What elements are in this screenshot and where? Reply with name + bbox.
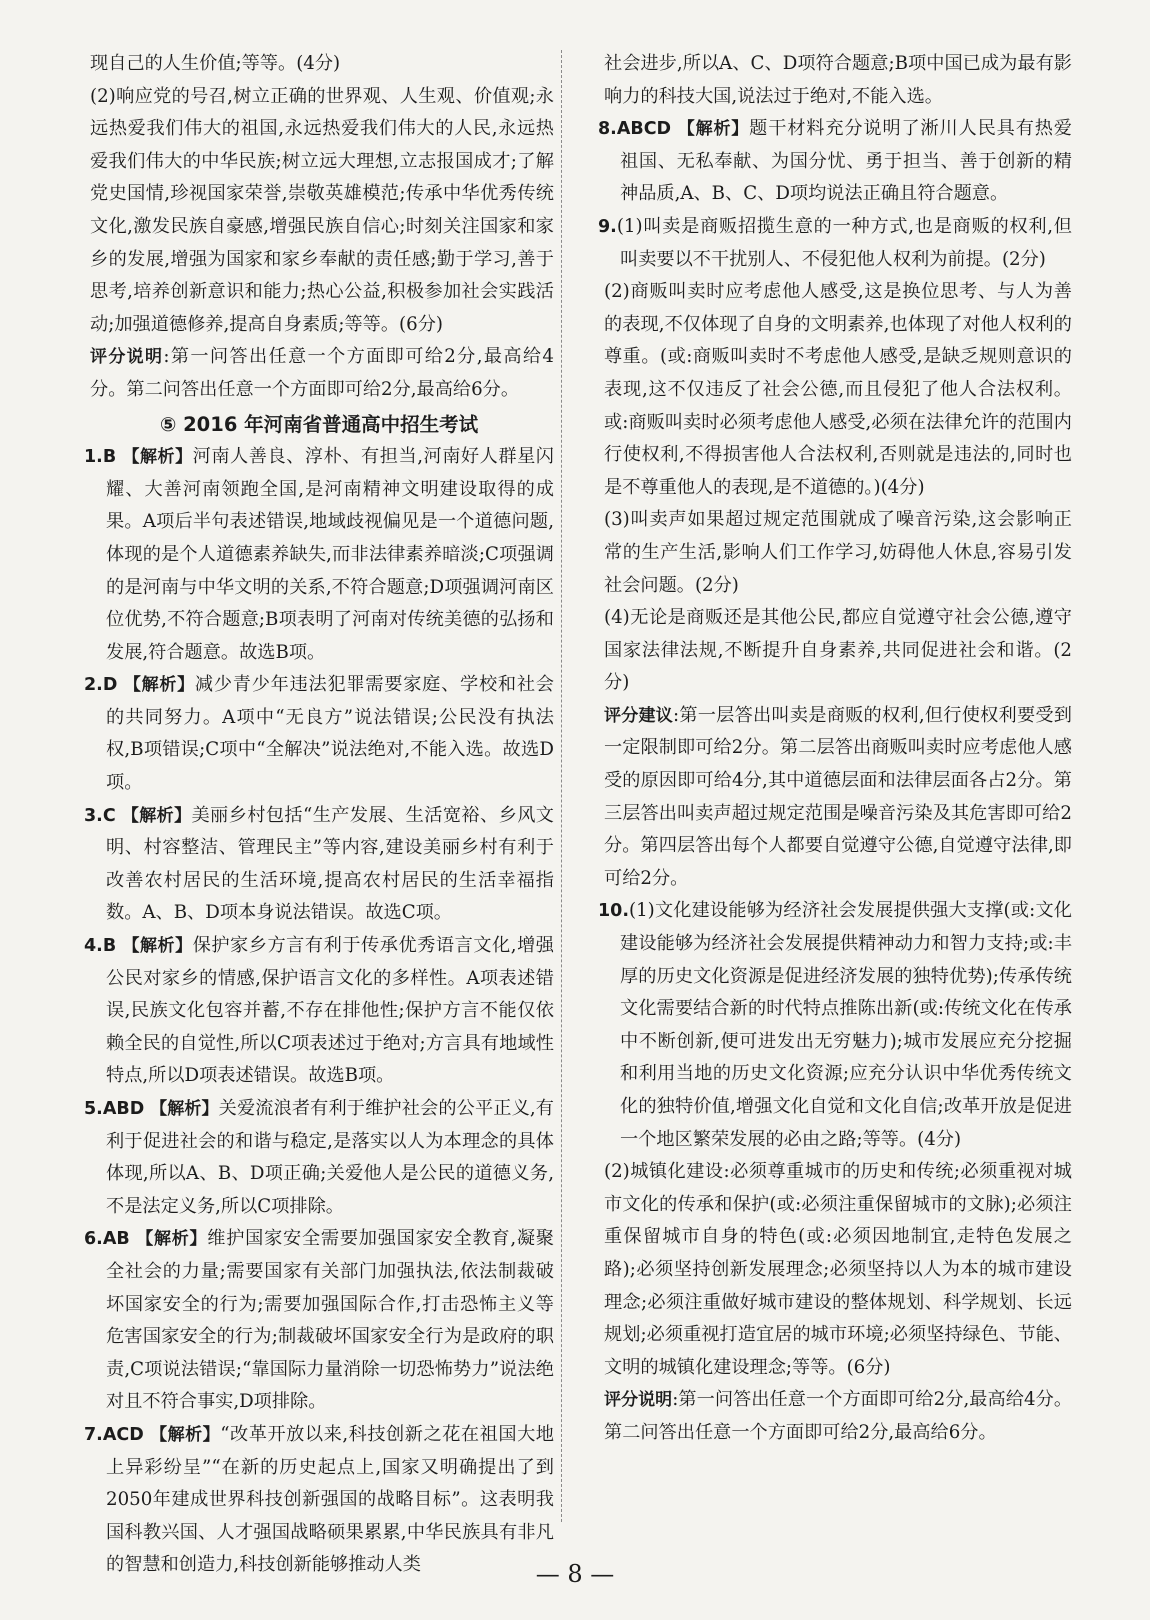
analysis-text: 美丽乡村包括“生产发展、生活宽裕、乡风文明、村容整洁、管理民主”等内容,建设美丽乡村有利于改善农村居民的生活环境,提高农村居民的生活幸福指数。A、B、D项本身说法错误。故选C项。 [106,804,554,924]
item9-part-2: (2)商贩叫卖时应考虑他人感受,这是换位思考、与人为善的表现,不仅体现了自身的文明素养,也体现了对他人权利的尊重。(或:商贩叫卖时不考虑他人感受,是缺乏规则意识的表现,这不仅违反了社会公德,而且侵犯了他人合法权利。或:商贩叫卖时必须考虑他人感受,必须在法律允许的范围内行使权利,不得损害他人合法权利,否则就是违法的,同时也是不尊重他人的表现,是不道德的。)(4分) [604,281,1072,498]
scoring-suggestion-text: :第一层答出叫卖是商贩的权利,但行使权利要受到一定限制即可给2分。第二层答出商贩叫卖时应考虑他人感受的原因即可给4分,其中道德层面和法律层面各占2分。第三层答出叫卖声超过规定范围是噪音污染及其危害即可给2分。第四层答出每个人都要自觉遵守公德,自觉遵守法律,即可给2分。 [604,704,1072,889]
answer-item-3 [84,800,554,930]
right-column [598,48,1072,1450]
item-number: 1. [84,447,103,468]
answer-item-4 [84,930,554,1093]
scoring-note [598,1384,1072,1449]
left-column [84,48,554,1582]
item10-part-2: (2)城镇化建设:必须尊重城市的历史和传统;必须重视对城市文化的传承和保护(或:必须注重保留城市的文脉);必须注重保留城市自身的特色(或:必须因地制宜,走特色发展之路);必须坚持创新发展理念;必须坚持以人为本的城市建设理念;必须注重做好城市建设的整体规划、科学规划、长远规划;必须重视打造宜居的城市环境;必须坚持绿色、节能、文明的城镇化建设理念;等等。(6分) [604,1161,1072,1378]
analysis-text: 河南人善良、淳朴、有担当,河南好人群星闪耀、大善河南领跑全国,是河南精神文明建设取得的成果。A项后半句表述错误,地域歧视偏见是一个道德问题,体现的是个人道德素养缺失,而非法律素养暗淡;C项强调的是河南与中华文明的关系,不符合题意;D项强调河南区位优势,不符合题意;B项表明了河南对传统美德的弘扬和发展,符合题意。故选B项。 [106,446,554,663]
answer-continuation: 社会进步,所以A、C、D项符合题意;B项中国已成为最有影响力的科技大国,说法过于绝对,不能入选。 [604,53,1072,107]
analysis-text: 维护国家安全需要加强国家安全教育,凝聚全社会的力量;需要国家有关部门加强执法,依法制裁破坏国家安全的行为;需要加强国际合作,打击恐怖主义等危害国家安全的行为;制裁破坏国家安全行为是政府的职责,C项说法错误;“靠国际力量消除一切恐怖势力”说法绝对且不符合事实,D项排除。 [106,1228,554,1413]
item-number: 8. [598,119,617,140]
item9-part-4: (4)无论是商贩还是其他公民,都应自觉遵守社会公德,遵守国家法律法规,不断提升自身素养,共同促进社会和谐。(2分) [604,607,1072,694]
scoring-note-text: :第一问答出任意一个方面即可给2分,最高给4分。第二问答出任意一个方面即可给2分,最高给6分。 [604,1389,1073,1443]
scoring-suggestion [598,700,1072,896]
analysis-text: 减少青少年违法犯罪需要家庭、学校和社会的共同努力。A项中“无良方”说法错误;公民没有执法权,B项错误;C项中“全解决”说法绝对,不能入选。故选D项。 [106,674,554,794]
item9-part-1: (1)叫卖是商贩招揽生意的一种方式,也是商贩的权利,但叫卖要以不干扰别人、不侵犯他人权利为前提。(2分) [616,215,1072,270]
analysis-text: 关爱流浪者有利于维护社会的公平正义,有利于促进社会的和谐与稳定,是落实以人为本理念的具体体现,所以A、B、D项正确;关爱他人是公民的道德义务,不是法定义务,所以C项排除。 [106,1098,554,1217]
answer-list [84,441,554,1582]
answer-item-9 [598,211,1072,276]
analysis-tag: 【解析】 [122,447,193,468]
scoring-note-label: 评分说明 [90,347,164,368]
item-answer: D [102,675,118,696]
analysis-tag: 【解析】 [150,1099,219,1119]
answer-item-10 [598,895,1072,1156]
analysis-tag: 【解析】 [122,936,193,957]
item-answer: AB [102,1229,130,1250]
page-number: — 8 — [535,1560,615,1588]
item10-part-1: (1)文化建设能够为经济社会发展提供强大支撑(或:文化建设能够为经济社会发展提供精神动力和智力支持;或:丰厚的历史文化资源是促进经济发展的独特优势);传承传统文化需要结合新的时代特点推陈出新(或:传统文化在传承中不断创新,便可进发出无穷魅力);城市发展应充分挖掘和利用当地的历史文化资源;应充分认识中华优秀传统文化的独特价值,增强文化自觉和文化自信;改革开放是促进一个地区繁荣发展的必由之路;等等。(4分) [620,900,1072,1150]
column-divider [561,50,562,1522]
analysis-text: 保护家乡方言有利于传承优秀语言文化,增强公民对家乡的情感,保护语言文化的多样性。A项表述错误,民族文化包容并蓄,不存在排他性;保护方言不能仅依赖全民的自觉性,所以C项表述过于绝对;方言具有地域性特点,所以D项表述错误。故选B项。 [106,935,554,1087]
item-number: 5. [84,1099,103,1119]
answer-item-6 [84,1223,554,1419]
item-number: 9. [598,216,617,237]
analysis-text: 题干材料充分说明了淅川人民具有热爱祖国、无私奉献、为国分忧、勇于担当、善于创新的精神品质,A、B、C、D项均说法正确且符合题意。 [620,118,1072,205]
analysis-tag: 【解析】 [121,805,192,826]
scoring-note-label: 评分说明 [604,1390,673,1411]
item-answer: B [102,936,117,957]
analysis-tag: 【解析】 [677,119,750,140]
analysis-text: “改革开放以来,科技创新之花在祖国大地上异彩纷呈”“在新的历史起点上,国家又明确提出了到2050年建成世界科技创新强国的战略目标”。这表明我国科教兴国、人才强国战略硕果累累,中华民族具有非凡的智慧和创造力,科技创新能够推动人类 [106,1423,554,1576]
scoring-note-text: :第一问答出任意一个方面即可给2分,最高给4分。第二问答出任意一个方面即可给2分,最高给6分。 [90,346,554,400]
scoring-suggestion-label: 评分建议 [604,705,673,726]
item-answer: B [102,447,117,468]
analysis-tag: 【解析】 [136,1229,208,1250]
analysis-tag: 【解析】 [123,675,195,696]
answer-item-2 [84,669,554,799]
answer-item-1 [84,441,554,669]
item-number: 6. [84,1229,103,1250]
item-number: 4. [84,936,103,957]
answer-item-5 [84,1093,554,1223]
item-number: 3. [84,805,103,826]
answer-continuation: 现自己的人生价值;等等。(4分) [90,53,341,74]
item-answer: ABD [102,1099,145,1119]
item-answer: ABCD [616,119,672,140]
item-answer: ACD [102,1424,144,1445]
item-number: 10. [598,901,630,922]
answer-item-7 [84,1419,554,1582]
answer-item-8 [598,113,1072,211]
section-heading: ⑤ 2016 年河南省普通高中招生考试 [159,412,479,436]
item-answer: C [102,805,116,826]
item9-part-3: (3)叫卖声如果超过规定范围就成了噪音污染,这会影响正常的生产生活,影响人们工作学习,妨碍他人休息,容易引发社会问题。(2分) [604,509,1072,596]
item-number: 2. [84,675,103,696]
scoring-note [84,341,554,406]
item-number: 7. [84,1424,103,1445]
answer-part-2: (2)响应党的号召,树立正确的世界观、人生观、价值观;永远热爱我们伟大的祖国,永远热爱我们伟大的人民,永远热爱我们伟大的中华民族;树立远大理想,立志报国成才;了解党史国情,珍视国家荣誉,崇敬英雄模范;传承中华优秀传统文化,激发民族自豪感,增强民族自信心;时刻关注国家和家乡的发展,增强为国家和家乡奉献的责任感;勤于学习,善于思考,培养创新意识和能力;热心公益,积极参加社会实践活动;加强道德修养,提高自身素质;等等。(6分) [90,85,554,335]
analysis-tag: 【解析】 [150,1424,221,1445]
